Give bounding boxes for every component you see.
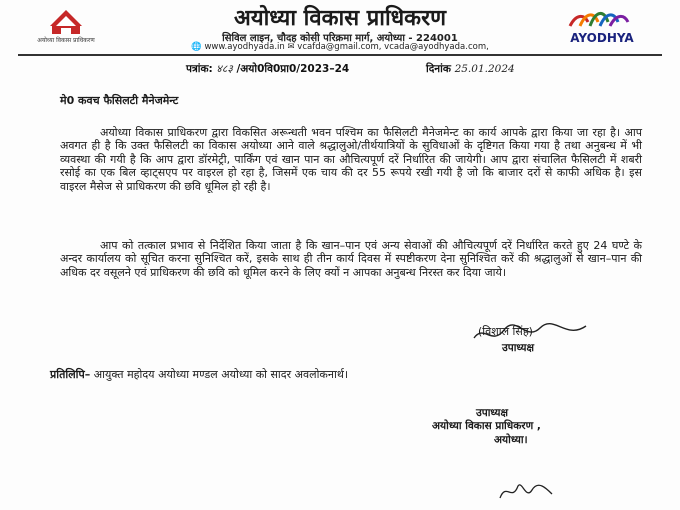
- org-name-heading: अयोध्या विकास प्राधिकरण: [234, 5, 446, 31]
- right-logo-text: AYODHYA: [570, 31, 634, 45]
- copy-to-label: प्रतिलिपि–: [50, 368, 91, 381]
- reference-date-handwritten: 25.01.2024: [454, 63, 515, 75]
- footer-org: अयोध्या विकास प्राधिकरण ,: [432, 420, 541, 432]
- copy-to-text: आयुक्त महोदय अयोध्या मण्डल अयोध्या को सादर अवलोकनार्थ।: [90, 368, 349, 381]
- copy-to-line: [50, 367, 348, 382]
- reference-number: [186, 62, 349, 76]
- org-contact: 🌐 www.ayodhyada.in ✉ vcafda@gmail.com, vcada@ayodhyada.com,: [191, 42, 489, 52]
- signatory-designation: उपाध्यक्ष: [502, 342, 535, 354]
- org-address: सिविल लाइन, चौदह कोसी परिक्रमा मार्ग, अयोध्या - 224001: [222, 33, 458, 44]
- body-paragraph-1: अयोध्या विकास प्राधिकरण द्वारा विकसित अरून्धती भवन पश्चिम का फैसिलटी मैनेजमेन्ट का कार्य आपके द्वारा किया जा रहा है। आप अवगत ही है कि उक्त फैसिलटी का विकास अयोध्या आने वाले श्रद्धालुओ/तीर्थयात्रियों के सुविधाओं के दृष्टिगत किया गया है तथा अनुबन्ध में भी व्यवस्था की गयी है कि आप द्वारा डॉरमेट्री, पार्किंग एवं खान पान का औचित्यपूर्ण दरें निर्धारित की जायेगी। आप द्वारा संचालित फैसिलटी में शबरी रसोई का एक बिल व्हाट्सएप पर वाइरल हो रहा है, जिसमें एक चाय की दर 55 रूपये रखी गयी है जो कि बाजार दरों से काफी अधिक है। इस वाइरल मैसेज से प्राधिकरण की छवि धूमिल हो रही है।: [60, 126, 642, 193]
- reference-date: [426, 62, 515, 76]
- footer-designation: उपाध्यक्ष: [476, 407, 509, 419]
- footer-city: अयोध्या।: [494, 434, 528, 446]
- letterhead-divider: [18, 54, 662, 56]
- signatory-name: (विशाल सिंह): [478, 325, 533, 338]
- reference-number-handwritten: ४८३: [216, 63, 233, 75]
- addressee: मे0 कवच फैसिलटी मैनेजमेन्ट: [60, 94, 179, 107]
- body-paragraph-2: आप को तत्काल प्रभाव से निर्देशित किया जाता है कि खान–पान एवं अन्य सेवाओं की औचित्यपूर्ण दरें निर्धारित करते हुए 24 घण्टे के अन्दर कार्यालय को सूचित करना सुनिश्चित करें, इसके साथ ही तीन कार्य दिवस में स्पष्टीकरण देना सुनिश्चित करें की श्रद्धालुओं से खान–पान की अधिक दर वसूलने एवं प्राधिकरण की छवि को धूमिल करने के लिए क्यों न आपका अनुबन्ध निरस्त कर दिया जाये।: [60, 239, 642, 279]
- reference-date-label: दिनांक: [426, 63, 455, 75]
- reference-number-label: पत्रांक:: [186, 63, 217, 75]
- reference-number-rest: /अयो0वि0प्रा0/2023–24: [232, 63, 350, 75]
- left-logo-caption: अयोध्या विकास प्राधिकरण: [37, 37, 95, 44]
- second-signature-icon: [496, 478, 556, 504]
